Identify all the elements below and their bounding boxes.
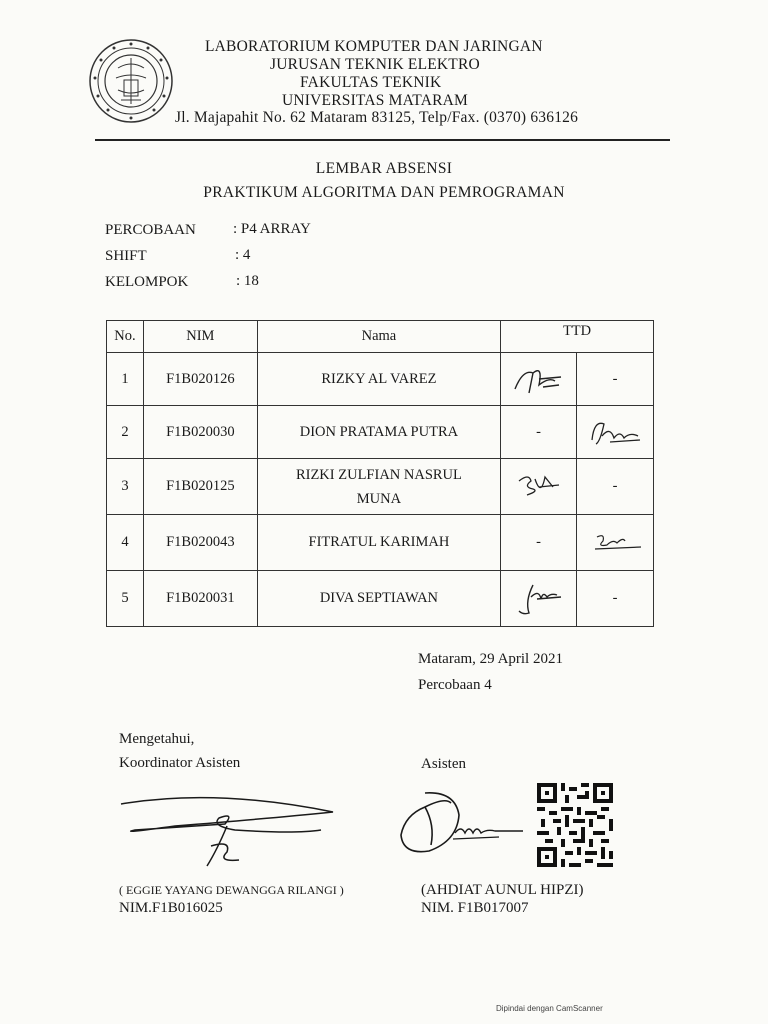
qr-code <box>537 782 613 868</box>
header-ttd: TTD <box>501 321 654 353</box>
table-row <box>107 459 654 515</box>
document-subtitle: PRAKTIKUM ALGORITMA DAN PEMROGRAMAN <box>203 184 565 201</box>
header-address: Jl. Majapahit No. 62 Mataram 83125, Telp/Fax. (0370) 636126 <box>175 109 579 126</box>
experiment-label: Percobaan 4 <box>418 677 492 693</box>
cell-dash: - <box>501 406 577 459</box>
signature-cell <box>577 515 654 571</box>
header-university: UNIVERSITAS MATARAM <box>282 92 469 109</box>
cell-nim: F1B020031 <box>143 571 257 627</box>
table-header-row <box>107 321 654 353</box>
scanner-watermark: Dipindai dengan CamScanner <box>496 1004 603 1013</box>
cell-no: 4 <box>107 515 144 571</box>
info-value-percobaan: : P4 ARRAY <box>233 221 311 237</box>
cell-nama: FITRATUL KARIMAH <box>257 515 500 571</box>
acknowledged-label: Mengetahui, <box>119 731 195 747</box>
coordinator-signature <box>115 790 340 875</box>
cell-nim: F1B020030 <box>143 406 257 459</box>
cell-no: 5 <box>107 571 144 627</box>
place-date: Mataram, 29 April 2021 <box>418 651 563 667</box>
handwritten-signature <box>509 577 569 621</box>
info-value-kelompok: : 18 <box>236 273 259 289</box>
header-nama: Nama <box>257 321 500 353</box>
cell-no: 2 <box>107 406 144 459</box>
info-label-percobaan: PERCOBAAN <box>105 222 196 238</box>
table-row <box>107 353 654 406</box>
table-row <box>107 571 654 627</box>
signature-cell <box>501 353 577 406</box>
header-nim: NIM <box>143 321 257 353</box>
signature-cell <box>577 406 654 459</box>
cell-nama-line2: MUNA <box>356 490 402 507</box>
info-label-shift: SHIFT <box>105 248 147 264</box>
cell-nama-line1: RIZKI ZULFIAN NASRUL <box>295 466 462 483</box>
cell-dash: - <box>577 353 654 406</box>
assistant-title: Asisten <box>421 756 466 772</box>
handwritten-signature <box>509 359 569 399</box>
table-row <box>107 406 654 459</box>
info-label-kelompok: KELOMPOK <box>105 274 189 290</box>
header-department: JURUSAN TEKNIK ELEKTRO <box>270 56 480 73</box>
cell-no: 1 <box>107 353 144 406</box>
cell-no: 3 <box>107 459 144 515</box>
handwritten-signature <box>583 525 647 561</box>
cell-dash: - <box>577 459 654 515</box>
attendance-table <box>106 320 654 627</box>
header-faculty: FAKULTAS TEKNIK <box>300 74 442 91</box>
cell-dash: - <box>501 515 577 571</box>
header-lab-name: LABORATORIUM KOMPUTER DAN JARINGAN <box>205 38 543 55</box>
cell-nama: DION PRATAMA PUTRA <box>257 406 500 459</box>
assistant-signature <box>395 785 530 865</box>
university-logo <box>88 38 174 124</box>
cell-nama: RIZKY AL VAREZ <box>257 353 500 406</box>
cell-nama <box>257 459 500 515</box>
handwritten-signature <box>584 412 646 452</box>
document-title: LEMBAR ABSENSI <box>315 160 453 177</box>
assistant-nim: NIM. F1B017007 <box>421 900 529 916</box>
header-divider <box>95 139 670 141</box>
table-row <box>107 515 654 571</box>
handwritten-signature <box>509 467 569 507</box>
signature-cell <box>501 459 577 515</box>
info-value-shift: : 4 <box>235 247 251 263</box>
cell-nim: F1B020125 <box>143 459 257 515</box>
coordinator-title: Koordinator Asisten <box>119 755 241 771</box>
cell-nim: F1B020126 <box>143 353 257 406</box>
coordinator-nim: NIM.F1B016025 <box>119 900 223 916</box>
cell-dash: - <box>577 571 654 627</box>
cell-nama: DIVA SEPTIAWAN <box>257 571 500 627</box>
coordinator-name: ( EGGIE YAYANG DEWANGGA RILANGI ) <box>119 883 344 897</box>
signature-cell <box>501 571 577 627</box>
header-no: No. <box>107 321 144 353</box>
assistant-name: (AHDIAT AUNUL HIPZI) <box>421 882 584 898</box>
cell-nim: F1B020043 <box>143 515 257 571</box>
